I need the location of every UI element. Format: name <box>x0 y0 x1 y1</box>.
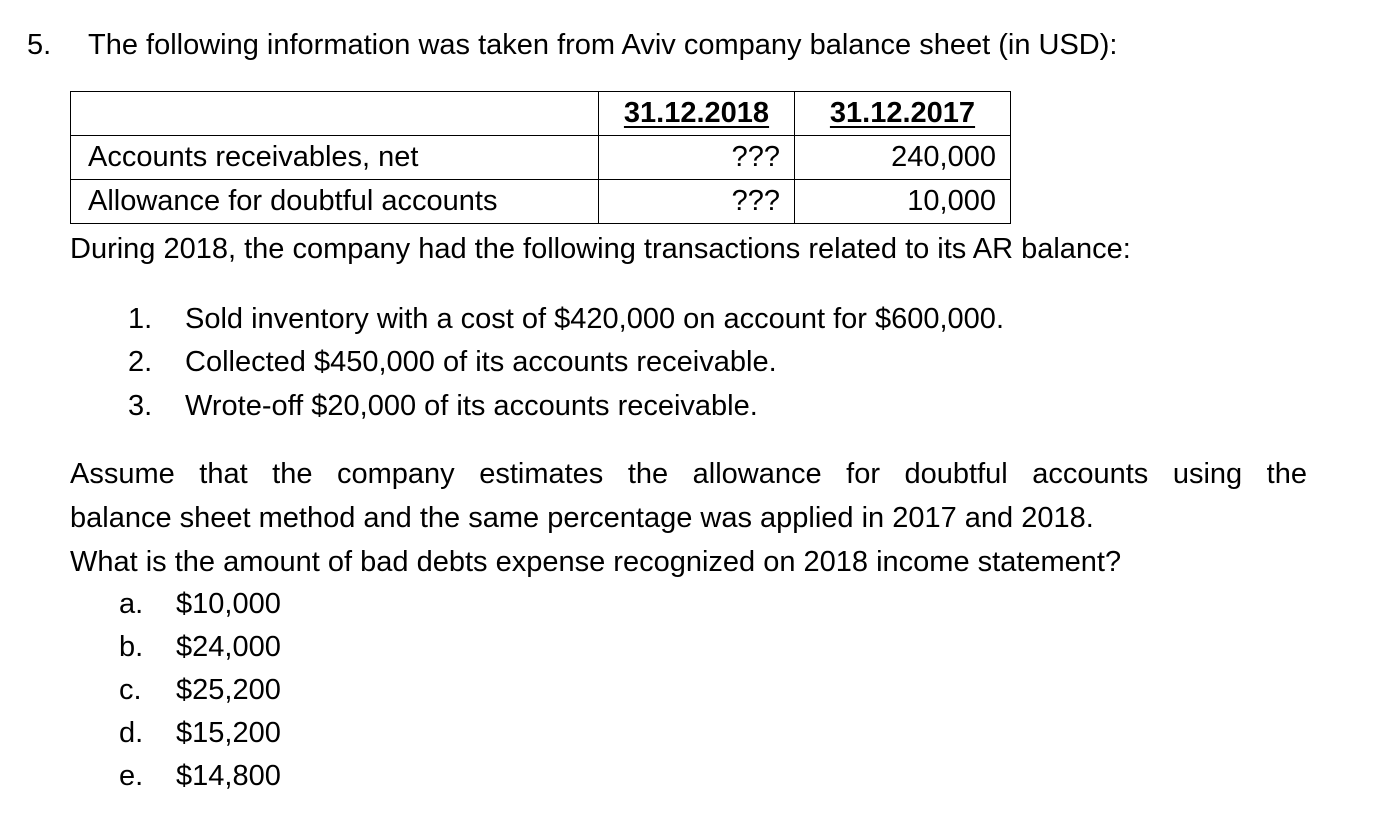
table-header-row <box>71 92 1011 136</box>
transaction-text: Collected $450,000 of its accounts receivable. <box>185 346 777 378</box>
header-2018 <box>599 92 795 136</box>
transaction-number: 1. <box>128 303 153 335</box>
transaction-number: 2. <box>128 346 153 378</box>
option-letter: e. <box>119 760 144 792</box>
row-value-2018: ??? <box>599 136 795 180</box>
option-letter: b. <box>119 631 144 663</box>
row-label: Allowance for doubtful accounts <box>71 180 599 224</box>
header-2017-text: 31.12.2017 <box>829 97 976 129</box>
option-letter: d. <box>119 717 144 749</box>
option-letter: a. <box>119 588 144 620</box>
table-row <box>71 180 1011 224</box>
transaction-number: 3. <box>128 390 153 422</box>
header-2017 <box>795 92 1011 136</box>
row-value-2017: 240,000 <box>795 136 1011 180</box>
transactions-intro: During 2018, the company had the following transactions related to its AR balance: <box>70 233 1131 265</box>
row-value-2018: ??? <box>599 180 795 224</box>
option-letter: c. <box>119 674 142 706</box>
row-value-2017: 10,000 <box>795 180 1011 224</box>
option-value: $15,200 <box>176 717 281 749</box>
option-value: $14,800 <box>176 760 281 792</box>
question-paragraph <box>70 455 1307 587</box>
transaction-text: Sold inventory with a cost of $420,000 on account for $600,000. <box>185 303 1004 335</box>
balance-sheet-table <box>70 91 1011 224</box>
option-value: $25,200 <box>176 674 281 706</box>
question-number: 5. <box>27 29 52 61</box>
header-label-cell <box>71 92 599 136</box>
paragraph-line: balance sheet method and the same percentage was applied in 2017 and 2018. <box>70 502 1094 534</box>
table-row <box>71 136 1011 180</box>
row-label: Accounts receivables, net <box>71 136 599 180</box>
option-value: $10,000 <box>176 588 281 620</box>
option-value: $24,000 <box>176 631 281 663</box>
transaction-text: Wrote-off $20,000 of its accounts receivable. <box>185 390 758 422</box>
paragraph-line: What is the amount of bad debts expense recognized on 2018 income statement? <box>70 546 1122 578</box>
header-2018-text: 31.12.2018 <box>623 97 770 129</box>
question-text: The following information was taken from Aviv company balance sheet (in USD): <box>88 29 1118 61</box>
paragraph-line: Assume that the company estimates the allowance for doubtful accounts using the <box>70 458 1307 490</box>
